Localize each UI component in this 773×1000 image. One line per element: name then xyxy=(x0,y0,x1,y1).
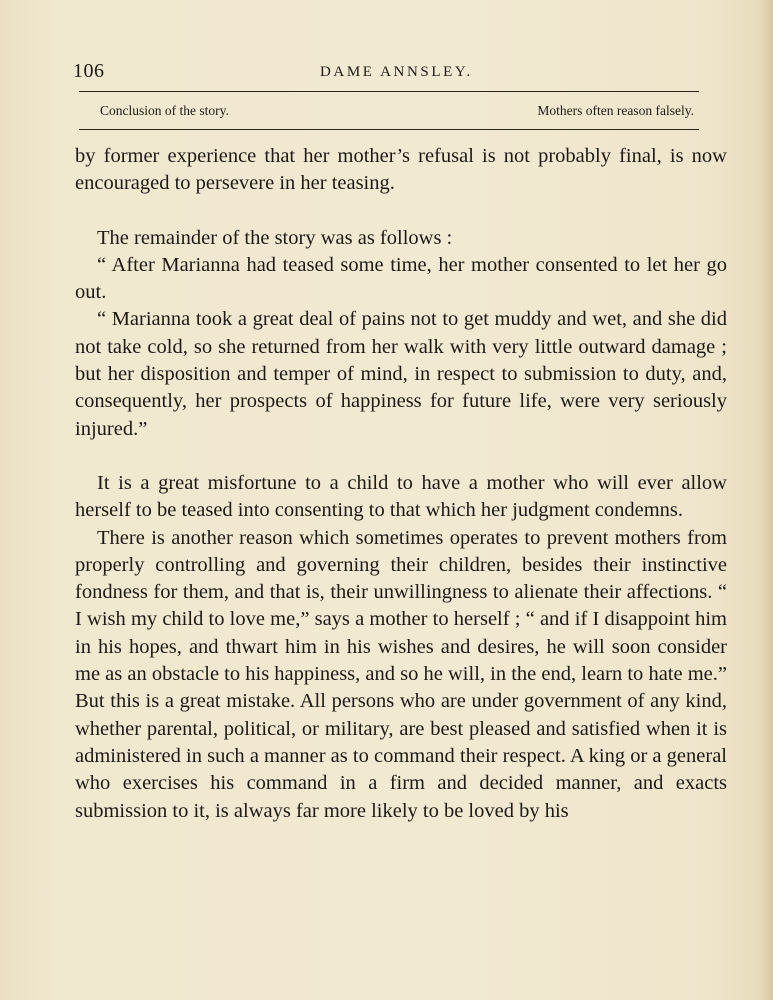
book-title: DAME ANNSLEY. xyxy=(320,64,473,80)
page-edge-shadow xyxy=(759,0,773,1000)
paragraph-quote-1: “ After Marianna had teased some time, her mother consented to let her go out. xyxy=(75,253,727,304)
paragraph-story-intro: The remainder of the story was as follows : xyxy=(97,226,453,249)
header-rule-top xyxy=(79,91,699,92)
header-rule-bottom xyxy=(79,129,699,130)
paragraph-continuation: by former experience that her mother’s refusal is not probably final, is now encouraged to persevere in her teasing. xyxy=(75,145,727,195)
sidenote-right: Mothers often reason falsely. xyxy=(537,103,694,118)
sidenote-bar xyxy=(79,103,699,123)
running-head xyxy=(73,60,698,84)
paragraph-quote-2: “ Marianna took a great deal of pains not to get muddy and wet, and she did not take cold, so she returned from her walk with very little outward damage ; but her disposition and temper of mind, in respect to submission to duty, and, consequently, her prospects of happiness for future life, were very seriously injured.” xyxy=(75,308,727,440)
paragraph-another-reason: There is another reason which sometimes operates to prevent mothers from properly controlling and governing their children, besides their instinctive fondness for them, and that is, their unwillingness to alienate their affections. “ I wish my child to love me,” says a mother to herself ; “ and if I disappoint him in his hopes, and thwart him in his wishes and desires, he will soon consider me as an obstacle to his happiness, and so he will, in the end, learn to hate me.” But this is a great mistake. All persons who are under government of any kind, whether parental, political, or military, are best pleased and satisfied when it is administered in such a manner as to command their respect. A king or a general who exercises his command in a firm and decided manner, and exacts submission to it, is always far more likely to be loved by his xyxy=(75,526,727,822)
paragraph-misfortune: It is a great misfortune to a child to have a mother who will ever allow herself to be teased into consenting to that which her judgment condemns. xyxy=(75,471,727,522)
sidenote-left: Conclusion of the story. xyxy=(100,103,229,118)
page-number: 106 xyxy=(73,60,105,82)
body-text xyxy=(75,143,727,825)
